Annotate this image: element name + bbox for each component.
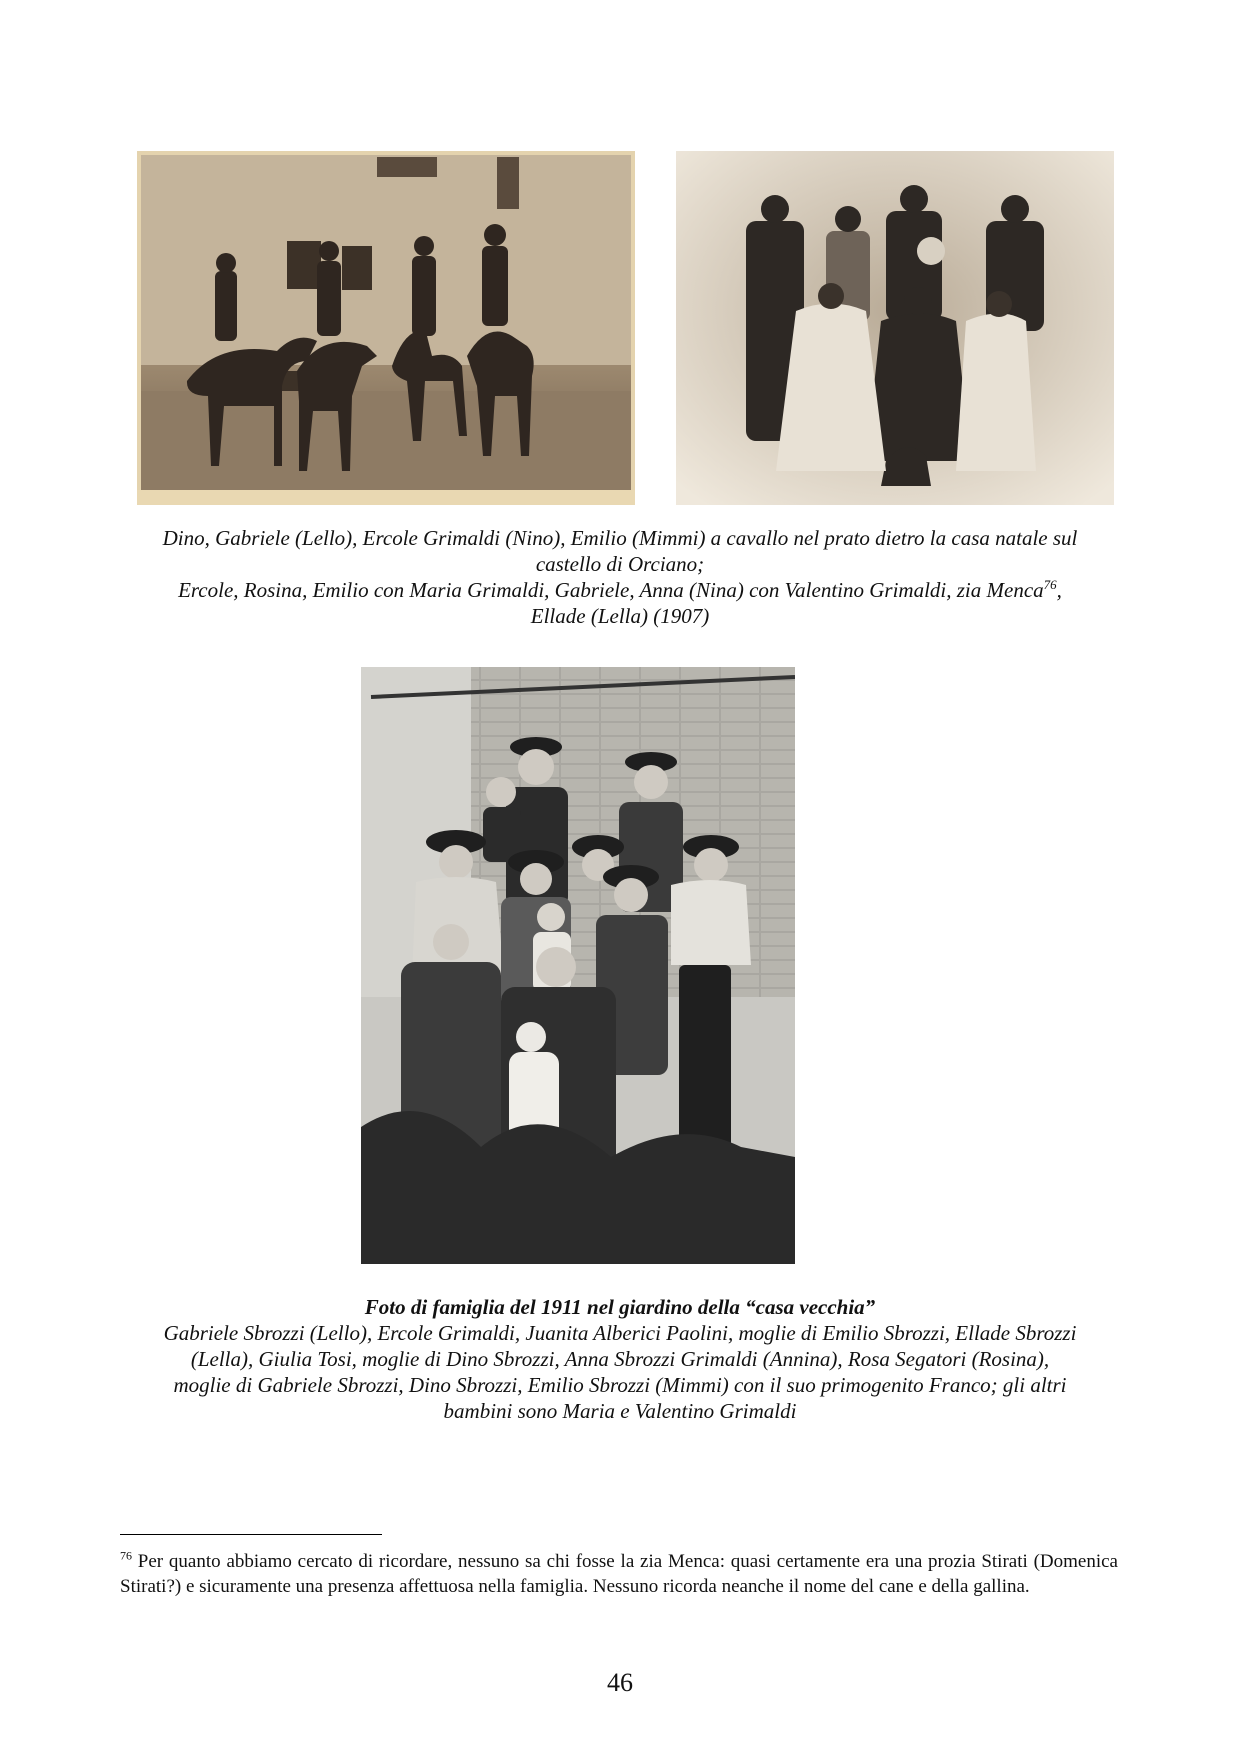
footnote-number: 76 — [120, 1548, 132, 1563]
caption-top-line-3-tail: , — [1056, 578, 1062, 602]
caption-bottom-line-3: moglie di Gabriele Sbrozzi, Dino Sbrozzi, Emilio Sbrozzi (Mimmi) con il suo primogenito Franco; gli altri — [173, 1373, 1067, 1397]
caption-top-line-4: Ellade (Lella) (1907) — [530, 604, 710, 628]
photo-family-group-1907 — [676, 151, 1114, 505]
photo-horseback-image — [137, 151, 635, 505]
photo-family-1907-image — [676, 151, 1114, 505]
caption-1911-photo — [110, 1294, 1130, 1424]
footnote-text: Per quanto abbiamo cercato di ricordare, nessuno sa chi fosse la zia Menca: quasi certamente era una prozia Stirati (Domenica Stirati?) e sicuramente una presenza affettuosa nella famiglia. Nessuno ricorda neanche il nome del cane e della gallina. — [120, 1551, 1118, 1597]
footnote-reference: 76 — [1043, 577, 1057, 592]
photo-horseback-riders — [137, 151, 635, 505]
caption-bottom-title: Foto di famiglia del 1911 nel giardino della “casa vecchia” — [364, 1295, 876, 1319]
photo-family-1911-image — [361, 667, 795, 1264]
caption-top-line-2: castello di Orciano; — [535, 552, 705, 576]
caption-1907-photos — [110, 525, 1130, 629]
photo-family-garden-1911 — [361, 667, 795, 1264]
caption-bottom-line-4: bambini sono Maria e Valentino Grimaldi — [443, 1399, 797, 1423]
caption-bottom-line-1: Gabriele Sbrozzi (Lello), Ercole Grimaldi, Juanita Alberici Paolini, moglie di Emilio Sbrozzi, Ellade Sbrozzi — [163, 1321, 1077, 1345]
caption-top-line-3-text: Ercole, Rosina, Emilio con Maria Grimaldi, Gabriele, Anna (Nina) con Valentino Grimaldi, zia Menca — [178, 578, 1044, 602]
caption-top-line-1: Dino, Gabriele (Lello), Ercole Grimaldi (Nino), Emilio (Mimmi) a cavallo nel prato dietro la casa natale sul — [162, 526, 1078, 550]
footnote — [120, 1549, 1118, 1599]
caption-top-line-3 — [110, 577, 1130, 603]
page-number: 46 — [607, 1668, 633, 1697]
footnote-divider — [120, 1534, 382, 1535]
caption-bottom-line-2: (Lella), Giulia Tosi, moglie di Dino Sbrozzi, Anna Sbrozzi Grimaldi (Annina), Rosa Segatori (Rosina), — [190, 1347, 1050, 1371]
